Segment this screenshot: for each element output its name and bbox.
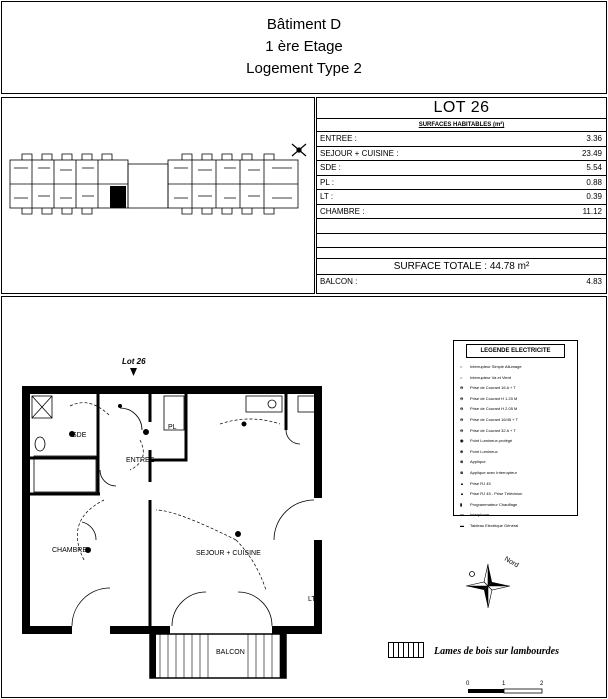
surface-row: SDE : 5.54 [317,161,606,176]
room-label-pl: PL [168,424,177,431]
legend-title: LEGENDE ELECTRICITE [466,344,565,358]
wood-caption: Lames de bois sur lambourdes [434,646,560,657]
surface-row: PL : 0.88 [317,176,606,191]
north-compass-icon [466,556,520,608]
room-label-sde: SDE [72,432,87,439]
floor-name: 1 ère Etage [265,38,343,55]
entry-arrow-icon [130,368,137,376]
balcony-row: BALCON : 4.83 [320,277,602,286]
lot-title: LOT 26 [317,98,606,119]
surface-row: SEJOUR + CUISINE : 23.49 [317,147,606,162]
legend-item: ⊖ Prise de Courant H 1.20 M [460,395,518,401]
surface-row: LT : 0.39 [317,190,606,205]
legend-item: ⊗ Applique [460,459,486,465]
legend-item: ▲ Prise RJ 45 - Prise Télévision [460,491,523,497]
wood-slats-swatch [388,642,424,658]
north-label: Nord [503,555,520,570]
surface-row: ENTREE : 3.36 [317,132,606,147]
legend-item: ◉ Point Lumineux protégé [460,438,513,444]
legend-item: ▲ Prise RJ 45 [460,480,491,486]
svg-text:2: 2 [540,681,544,687]
legend-item: ▮ Programmateur Chauffage [460,501,518,507]
room-label-entree: ENTREE [126,457,155,464]
dwelling-type: Logement Type 2 [246,60,362,77]
legend-item: ▬ Tableau Electrique Général [460,522,519,528]
surface-caption: SURFACES HABITABLES (m²) [317,119,606,132]
legend-item: ⊗ Applique avec Interrupteur [460,469,517,475]
building-name: Bâtiment D [266,16,342,33]
total-surface: SURFACE TOTALE : 44.78 m² [317,258,606,275]
legend-item: ⊖ Prise de Courant 16/45 + T [460,416,519,422]
svg-text:0: 0 [466,681,470,687]
surface-row: CHAMBRE : 11.12 [317,205,606,220]
electrical-legend [453,340,578,528]
legend-item: ○ Interrupteur Simple Allumage [460,364,522,369]
balcony [150,634,286,678]
scale-bar [466,681,544,693]
svg-text:1: 1 [502,681,506,687]
room-label-sejour: SEJOUR + CUISINE [196,550,261,557]
room-label-balcon: BALCON [216,649,245,656]
legend-item: ⊕ Point Lumineux [460,448,498,454]
legend-item: ▭ Interphone [460,512,490,518]
legend-item: ⊖ Prise de Courant H 2.05 M [460,406,518,412]
lot-marker: Lot 26 [122,357,146,366]
room-label-chambre: CHAMBRE [52,547,88,554]
legend-item: ⊖ Prise de Courant 16 A + T [460,385,516,391]
room-label-lt: LT [308,596,316,603]
legend-item: ○ Interrupteur Va et Vient [460,374,511,380]
legend-item: ⊖ Prise de Courant 32 A + T [460,427,516,433]
